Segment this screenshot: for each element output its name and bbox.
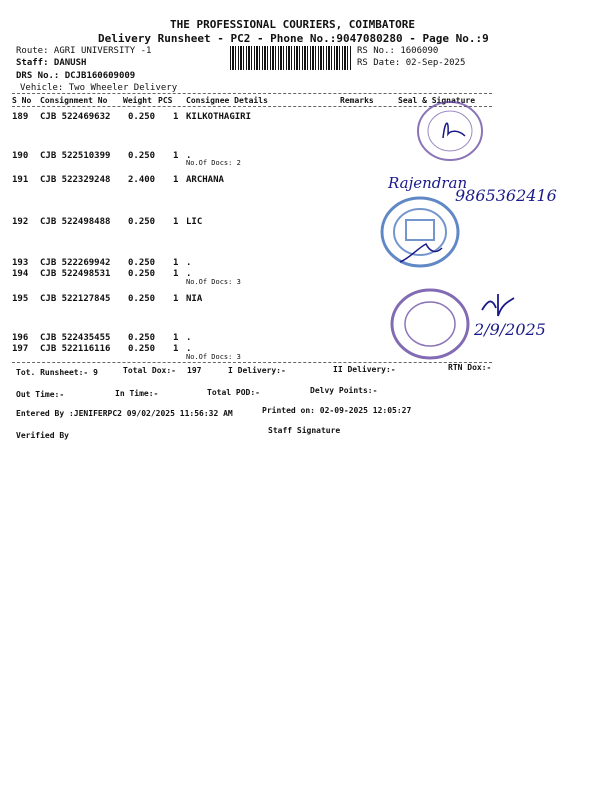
total-dox-label: Total Dox:- — [123, 366, 176, 375]
in-time: In Time:- — [115, 389, 159, 398]
row-consignee: KILKOTHAGIRI — [186, 112, 252, 122]
row-sno: 196 — [12, 333, 29, 343]
handwritten-name: Rajendran — [388, 174, 468, 192]
total-pod: Total POD:- — [207, 388, 260, 397]
row-pcs: 1 — [173, 294, 179, 304]
rs-date: RS Date: 02-Sep-2025 — [357, 58, 466, 68]
i-delivery: I Delivery:- — [228, 366, 286, 375]
row-pcs: 1 — [173, 151, 179, 161]
entered-by: Entered By :JENIFERPC2 09/02/2025 11:56:32 AM — [16, 409, 233, 418]
row-sno: 197 — [12, 344, 29, 354]
row-consignment: CJB 522510399 — [40, 151, 111, 161]
col-remarks: Remarks — [340, 96, 374, 105]
col-sno: S No — [12, 96, 32, 105]
row-consignee: . — [186, 269, 192, 279]
company-title: THE PROFESSIONAL COURIERS, COIMBATORE — [170, 18, 416, 31]
row-weight: 0.250 — [128, 269, 156, 279]
row-pcs: 1 — [173, 175, 179, 185]
out-time: Out Time:- — [16, 390, 65, 399]
staff-signature: Staff Signature — [268, 426, 341, 435]
ii-delivery: II Delivery:- — [333, 365, 396, 374]
total-runsheet: Tot. Runsheet:- 9 — [16, 368, 98, 377]
handwritten-date: 2/9/2025 — [474, 320, 546, 339]
row-pcs: 1 — [173, 269, 179, 279]
row-weight: 0.250 — [128, 333, 156, 343]
row-consignment: CJB 522116116 — [40, 344, 111, 354]
printed-on: Printed on: 02-09-2025 12:05:27 — [262, 406, 412, 415]
row-pcs: 1 — [173, 333, 179, 343]
row-sno: 193 — [12, 258, 29, 268]
row-consignee: . — [186, 333, 192, 343]
row-weight: 0.250 — [128, 217, 156, 227]
row-sno: 191 — [12, 175, 29, 185]
row-consignee: . — [186, 258, 192, 268]
row-weight: 0.250 — [128, 294, 156, 304]
vehicle: Vehicle: Two Wheeler Delivery — [20, 83, 178, 93]
barcode — [230, 46, 352, 70]
row-weight: 0.250 — [128, 151, 156, 161]
row-consignment: CJB 522469632 — [40, 112, 111, 122]
row-consignment: CJB 522127845 — [40, 294, 111, 304]
staff: Staff: DANUSH — [16, 58, 87, 68]
verified-by: Verified By — [16, 431, 69, 440]
row-weight: 2.400 — [128, 175, 156, 185]
row-pcs: 1 — [173, 217, 179, 227]
row-consignment: CJB 522269942 — [40, 258, 111, 268]
row-consignment: CJB 522498531 — [40, 269, 111, 279]
signature-stroke — [478, 290, 518, 320]
row-consignment: CJB 522498488 — [40, 217, 111, 227]
row-sno: 189 — [12, 112, 29, 122]
stamp-seal-1 — [415, 100, 485, 162]
row-consignee: . — [186, 151, 192, 161]
delvy-points: Delvy Points:- — [310, 386, 378, 395]
divider — [12, 93, 492, 94]
col-seal: Seal & Signature — [398, 96, 476, 105]
total-dox-value: 197 — [187, 366, 202, 375]
route: Route: AGRI UNIVERSITY -1 — [16, 46, 152, 56]
col-weight: Weight — [123, 96, 152, 105]
drs-number: DRS No.: DCJB160609009 — [16, 71, 136, 81]
row-consignee: ARCHANA — [186, 175, 224, 185]
row-consignment: CJB 522329248 — [40, 175, 111, 185]
row-consignee: . — [186, 344, 192, 354]
row-pcs: 1 — [173, 258, 179, 268]
row-sno: 195 — [12, 294, 29, 304]
row-sno: 192 — [12, 217, 29, 227]
row-weight: 0.250 — [128, 344, 156, 354]
row-weight: 0.250 — [128, 258, 156, 268]
row-pcs: 1 — [173, 112, 179, 122]
col-consignment: Consignment No — [40, 96, 108, 105]
row-consignment: CJB 522435455 — [40, 333, 111, 343]
handwritten-phone: 9865362416 — [455, 186, 557, 205]
row-consignee: NIA — [186, 294, 203, 304]
col-pcs: PCS — [158, 96, 173, 105]
signature-scribble — [396, 238, 446, 268]
row-docs: No.Of Docs: 3 — [186, 353, 241, 361]
row-weight: 0.250 — [128, 112, 156, 122]
rs-number: RS No.: 1606090 — [357, 46, 439, 56]
row-consignee: LIC — [186, 217, 203, 227]
row-docs: No.Of Docs: 2 — [186, 159, 241, 167]
row-sno: 190 — [12, 151, 29, 161]
divider — [12, 362, 492, 363]
row-pcs: 1 — [173, 344, 179, 354]
row-sno: 194 — [12, 269, 29, 279]
row-docs: No.Of Docs: 3 — [186, 278, 241, 286]
rtn-dox: RTN Dox:- — [448, 363, 492, 372]
runsheet-title: Delivery Runsheet - PC2 - Phone No.:9047080280 - Page No.:9 — [98, 32, 489, 45]
col-consignee: Consignee Details — [186, 96, 268, 105]
stamp-seal-3 — [390, 288, 470, 360]
